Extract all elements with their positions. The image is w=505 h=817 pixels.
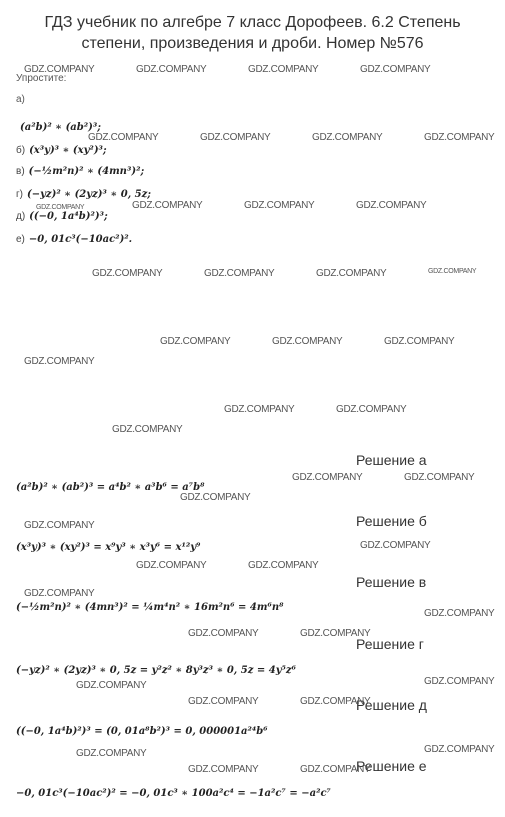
watermark: GDZ.COMPANY: [356, 200, 427, 211]
watermark: GDZ.COMPANY: [424, 608, 495, 619]
solution-a-heading: Решение а: [356, 452, 427, 468]
watermark: GDZ.COMPANY: [24, 588, 95, 599]
watermark: GDZ.COMPANY: [188, 764, 259, 775]
watermark: GDZ.COMPANY: [188, 696, 259, 707]
solution-d-math: ((−0, 1a⁴b)²)³ = (0, 01a⁸b²)³ = 0, 000001a²⁴b⁶: [16, 726, 268, 737]
watermark: GDZ.COMPANY: [36, 204, 85, 211]
watermark: GDZ.COMPANY: [316, 268, 387, 279]
solution-g-math: (−yz)² ∗ (2yz)³ ∗ 0, 5z = y²z² ∗ 8y³z³ ∗ 0, 5z = 4y⁵z⁶: [16, 665, 296, 676]
watermark: GDZ.COMPANY: [224, 404, 295, 415]
watermark: GDZ.COMPANY: [76, 680, 147, 691]
watermark: GDZ.COMPANY: [24, 520, 95, 531]
watermark: GDZ.COMPANY: [384, 336, 455, 347]
task-d-label: д): [16, 211, 26, 222]
title-line-2: степени, произведения и дроби. Номер №576: [81, 35, 424, 52]
task-v: [16, 166, 144, 177]
solution-b-heading: Решение б: [356, 513, 427, 529]
task-a-expr: (a²b)² ∗ (ab²)³;: [20, 122, 101, 133]
solution-d-heading: Решение д: [356, 697, 427, 713]
solution-b-math: (x³y)³ ∗ (xy²)³ = x⁹y³ ∗ x³y⁶ = x¹²y⁹: [16, 542, 201, 553]
watermark: GDZ.COMPANY: [248, 64, 319, 75]
task-d-expr: ((−0, 1a⁴b)²)³;: [29, 211, 108, 222]
watermark: GDZ.COMPANY: [360, 540, 431, 551]
task-v-expr: (−½m²n)² ∗ (4mn³)²;: [28, 166, 145, 177]
task-g-expr: (−yz)² ∗ (2yz)³ ∗ 0, 5z;: [26, 189, 151, 200]
watermark: GDZ.COMPANY: [200, 132, 271, 143]
task-g: [16, 189, 151, 200]
watermark: GDZ.COMPANY: [248, 560, 319, 571]
watermark: GDZ.COMPANY: [424, 676, 495, 687]
watermark: GDZ.COMPANY: [136, 560, 207, 571]
task-b-label: б): [16, 145, 26, 156]
watermark: GDZ.COMPANY: [112, 424, 183, 435]
watermark: GDZ.COMPANY: [204, 268, 275, 279]
watermark: GDZ.COMPANY: [428, 268, 477, 275]
watermark: GDZ.COMPANY: [244, 200, 315, 211]
watermark: GDZ.COMPANY: [188, 628, 259, 639]
task-v-label: в): [16, 166, 25, 177]
solution-v-math: (−½m²n)² ∗ (4mn³)² = ¼m⁴n² ∗ 16m²n⁶ = 4m⁶n⁸: [16, 602, 284, 613]
watermark: GDZ.COMPANY: [404, 472, 475, 483]
task-e-label: е): [16, 234, 25, 245]
watermark: GDZ.COMPANY: [292, 472, 363, 483]
watermark: GDZ.COMPANY: [300, 628, 371, 639]
instruction-text: Упростите:: [16, 73, 67, 84]
watermark: GDZ.COMPANY: [88, 132, 159, 143]
solution-v-heading: Решение в: [356, 574, 427, 590]
solution-g-heading: Решение г: [356, 636, 424, 652]
watermark: GDZ.COMPANY: [92, 268, 163, 279]
watermark: GDZ.COMPANY: [180, 492, 251, 503]
task-e: [16, 234, 132, 245]
task-e-expr: −0, 01c³(−10ac²)².: [28, 234, 133, 245]
watermark: GDZ.COMPANY: [424, 132, 495, 143]
watermark: GDZ.COMPANY: [300, 696, 371, 707]
watermark: GDZ.COMPANY: [360, 64, 431, 75]
watermark: GDZ.COMPANY: [424, 744, 495, 755]
watermark: GDZ.COMPANY: [24, 356, 95, 367]
task-d: [16, 211, 108, 222]
watermark: GDZ.COMPANY: [24, 64, 95, 75]
watermark: GDZ.COMPANY: [160, 336, 231, 347]
title-line-1: ГДЗ учебник по алгебре 7 класс Дорофеев. 6.2 Степень: [44, 14, 461, 31]
task-label-a: а): [16, 94, 25, 105]
watermark: GDZ.COMPANY: [300, 764, 371, 775]
solution-e-math: −0, 01c³(−10ac²)² = −0, 01c³ ∗ 100a²c⁴ = −1a²c⁷ = −a²c⁷: [16, 788, 331, 799]
watermark: GDZ.COMPANY: [136, 64, 207, 75]
task-g-label: г): [16, 189, 23, 200]
watermark: GDZ.COMPANY: [132, 200, 203, 211]
solution-a-math: (a²b)² ∗ (ab²)³ = a⁴b² ∗ a³b⁶ = a⁷b⁸: [16, 482, 205, 493]
watermark: GDZ.COMPANY: [336, 404, 407, 415]
solution-e-heading: Решение е: [356, 758, 427, 774]
watermark: GDZ.COMPANY: [76, 748, 147, 759]
page-title: [20, 12, 485, 54]
task-b-expr: (x³y)³ ∗ (xy²)³;: [29, 145, 107, 156]
watermark: GDZ.COMPANY: [272, 336, 343, 347]
task-b: [16, 145, 107, 156]
watermark: GDZ.COMPANY: [312, 132, 383, 143]
